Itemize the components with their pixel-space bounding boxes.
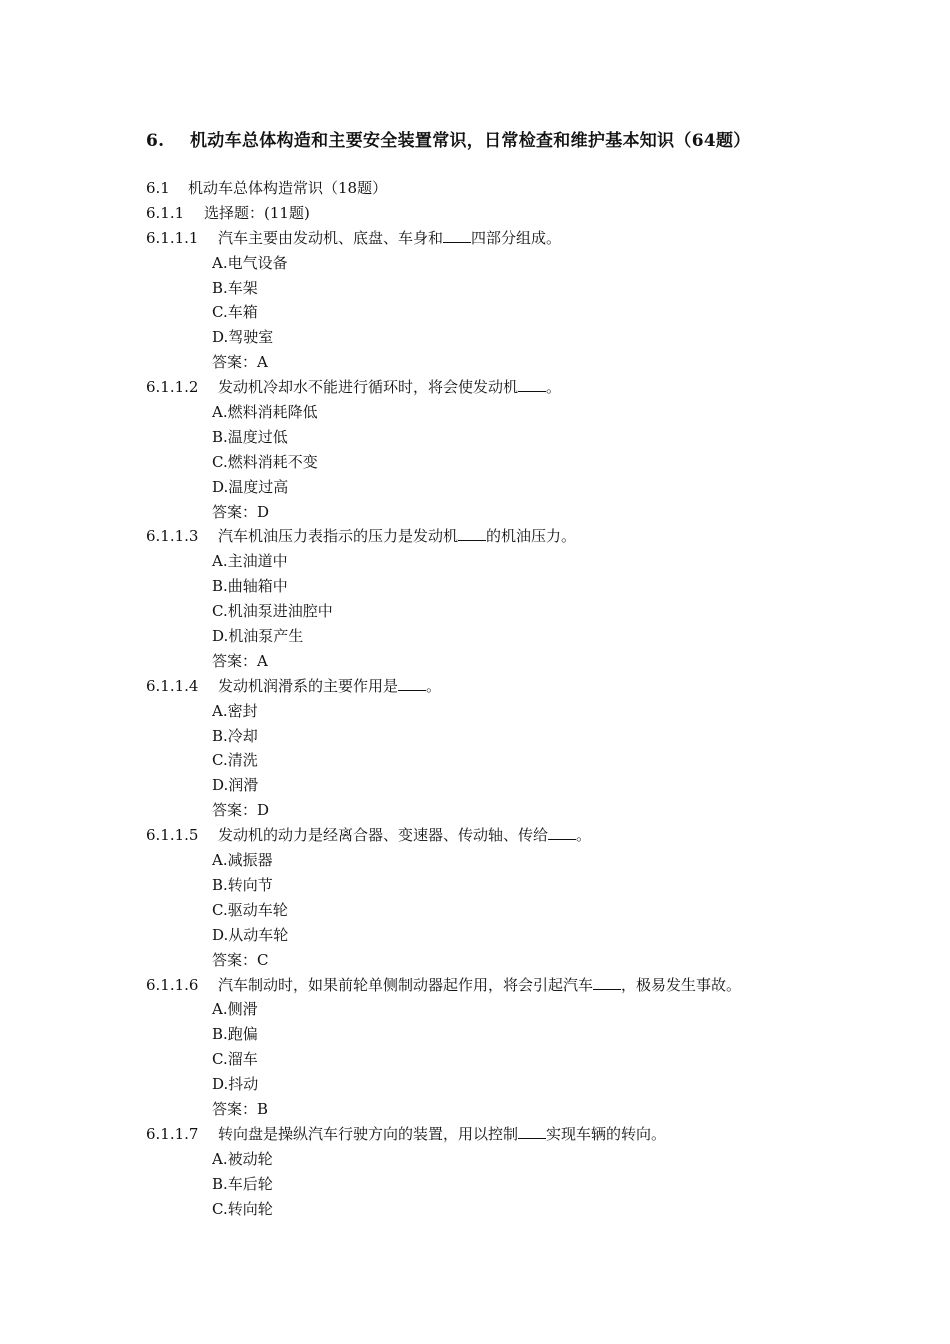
subsection-heading	[146, 201, 866, 226]
question-text-after: 。	[426, 676, 442, 695]
question-text-before: 汽车主要由发动机、底盘、车身和	[218, 228, 444, 247]
question-id: 6.1.1.7	[146, 1124, 199, 1143]
question-text-before: 汽车机油压力表指示的压力是发动机	[218, 527, 459, 546]
option: A.侧滑	[212, 1000, 258, 1019]
question-stem	[146, 375, 866, 400]
chapter-title: 机动车总体构造和主要安全装置常识，日常检查和维护基本知识（64题）	[190, 131, 751, 151]
chapter-heading	[146, 126, 751, 151]
option: A.被动轮	[212, 1149, 273, 1168]
answer: 答案：B	[212, 1099, 269, 1118]
answer-blank	[518, 1123, 546, 1139]
option: B.冷却	[212, 726, 258, 745]
answer-blank	[398, 675, 426, 691]
question-text-after: 。	[576, 826, 592, 845]
option: A.燃料消耗降低	[212, 403, 318, 422]
answer: 答案：C	[212, 950, 269, 969]
question-text-after: ，极易发生事故。	[621, 975, 742, 994]
question-text-after: 。	[546, 378, 562, 397]
answer-blank	[443, 227, 471, 243]
chapter-number: 6.	[146, 131, 165, 151]
option: B.车后轮	[212, 1174, 273, 1193]
option: C.清洗	[212, 751, 258, 770]
option: A.主油道中	[212, 552, 288, 571]
section-heading	[146, 176, 866, 201]
option: D.驾驶室	[212, 328, 274, 347]
question-text-after: 的机油压力。	[486, 527, 577, 546]
answer: 答案：A	[212, 651, 268, 670]
option: C.溜车	[212, 1050, 258, 1069]
answer-blank	[458, 525, 486, 541]
option: C.驱动车轮	[212, 900, 288, 919]
option: B.曲轴箱中	[212, 577, 288, 596]
section-title: 机动车总体构造常识（18题）	[188, 179, 388, 197]
question-id: 6.1.1.4	[146, 676, 199, 695]
question-id: 6.1.1.3	[146, 527, 199, 546]
question-stem	[146, 973, 866, 998]
subsection-id: 6.1.1	[146, 203, 185, 222]
question-stem	[146, 226, 866, 251]
question-list	[146, 176, 866, 1221]
option: D.从动车轮	[212, 925, 289, 944]
answer-blank	[548, 824, 576, 840]
question-text-before: 发动机冷却水不能进行循环时，将会使发动机	[218, 378, 519, 397]
question-text-before: 发动机润滑系的主要作用是	[218, 676, 399, 695]
question-stem	[146, 524, 866, 549]
answer-blank	[518, 376, 546, 392]
question-stem	[146, 1122, 866, 1147]
option: D.机油泵产生	[212, 627, 304, 646]
option: C.燃料消耗不变	[212, 452, 318, 471]
option: C.机油泵进油腔中	[212, 602, 333, 621]
option: A.减振器	[212, 851, 273, 870]
question-stem	[146, 674, 866, 699]
option: C.车箱	[212, 303, 258, 322]
question-stem	[146, 823, 866, 848]
answer: 答案：A	[212, 353, 268, 372]
option: A.电气设备	[212, 253, 288, 272]
option: D.温度过高	[212, 477, 289, 496]
question-text-before: 发动机的动力是经离合器、变速器、传动轴、传给	[218, 826, 549, 845]
answer: 答案：D	[212, 502, 270, 521]
option: D.抖动	[212, 1075, 259, 1094]
answer: 答案：D	[212, 801, 270, 820]
subsection-title: 选择题：(11题)	[204, 203, 310, 222]
option: D.润滑	[212, 776, 259, 795]
option: B.温度过低	[212, 427, 288, 446]
question-id: 6.1.1.1	[146, 228, 199, 247]
answer-blank	[593, 974, 621, 990]
option: B.跑偏	[212, 1025, 258, 1044]
option: B.车架	[212, 278, 258, 297]
question-id: 6.1.1.2	[146, 378, 199, 397]
option: C.转向轮	[212, 1199, 273, 1218]
question-text-after: 实现车辆的转向。	[546, 1124, 667, 1143]
question-text-after: 四部分组成。	[471, 228, 562, 247]
section-id: 6.1	[146, 179, 170, 197]
question-text-before: 汽车制动时，如果前轮单侧制动器起作用，将会引起汽车	[218, 975, 594, 994]
option: B.转向节	[212, 875, 273, 894]
question-text-before: 转向盘是操纵汽车行驶方向的装置，用以控制	[218, 1124, 519, 1143]
question-id: 6.1.1.6	[146, 975, 199, 994]
option: A.密封	[212, 701, 258, 720]
question-id: 6.1.1.5	[146, 826, 199, 845]
